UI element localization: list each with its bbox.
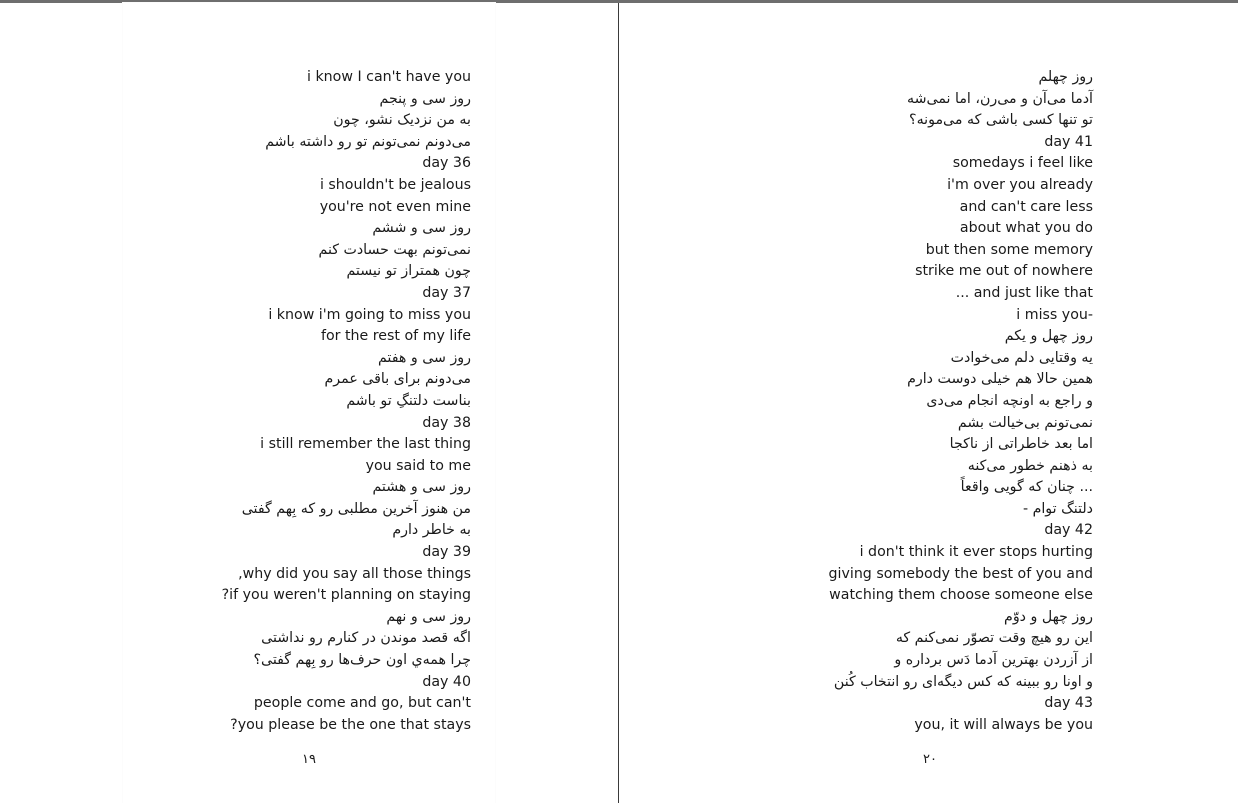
text-line: and can't care less [959,198,1093,215]
text-line: i don't think it ever stops hurting [859,544,1093,561]
text-line: یه وقتایی دلم می‌خوادت [950,349,1093,366]
text-line: you're not even mine [319,198,471,215]
text-line: i know i'm going to miss you [268,306,471,323]
text-line: روز چهلم [1038,69,1093,85]
text-line: strike me out of nowhere [915,263,1093,280]
text-line: روز چهل و یکم [1004,328,1093,345]
left-page-text [222,67,471,736]
text-line: روز سی و پنجم [379,90,471,107]
text-line: روز سی و هشتم [372,479,471,496]
text-line: day 36 [422,155,471,172]
text-line: people come and go, but can't [253,695,471,712]
text-line: به ذهنم خطور می‌کنه [967,457,1093,474]
text-line: giving somebody the best of you and [828,565,1093,582]
text-line: نمی‌تونم بهت حسادت کنم [318,241,471,258]
text-line: و اونا رو ببینه که کس دیگه‌ای رو انتخاب کُنن [833,673,1093,690]
text-line: همین حالا هم خیلی دوست دارم [907,371,1093,388]
text-line: for the rest of my life [320,328,471,345]
text-line: روز سی و ششم [372,220,471,237]
text-line: ... and just like that [955,284,1093,301]
text-line: day 40 [422,673,471,690]
text-line: چرا همه‌ي اون حرف‌ها رو بِهم گفتی؟ [253,652,471,669]
text-line: چنان که گویی واقعاً ... [960,479,1093,496]
text-line: you said to me [365,457,471,474]
text-line: بناست دلتنگِ تو باشم [346,392,471,409]
right-page-number: ۲۰ [923,752,937,767]
text-line: i know I can't have you [307,69,471,85]
text-line: i shouldn't be jealous [319,176,471,193]
text-line: - دلتنگ توام [1022,500,1093,517]
text-line: من هنوز آخرین مطلبی رو که بِهم گفتی [241,500,471,517]
text-line: i'm over you already [947,176,1093,193]
text-line: about what you do [959,220,1093,237]
text-line: می‌دونم برای باقی عمرم [324,371,471,388]
text-line: می‌دونم نمی‌تونم تو رو داشته باشم [265,133,471,150]
text-line: somedays i feel like [952,155,1093,172]
text-line: ?you please be the one that stays [230,716,471,733]
text-line: روز سی و هفتم [377,349,471,366]
text-line: day 42 [1044,522,1093,539]
text-line: چون همتراز تو نیستم [346,263,471,280]
text-line: به من نزدیک نشو، چون [333,112,471,129]
text-line: i still remember the last thing [260,436,471,453]
text-line: نمی‌تونم بی‌خیالت بشم [957,414,1093,431]
page-spine-divider [618,3,619,803]
text-line: watching them choose someone else [829,587,1093,604]
text-line: day 37 [422,284,471,301]
text-line: ?if you weren't planning on staying [221,587,471,604]
text-line: ,why did you say all those things [238,565,471,582]
text-line: از آزردن بهترین آدما دَس برداره و [894,652,1093,669]
right-page-text [829,67,1093,736]
text-line: you, it will always be you [914,716,1093,733]
text-line: day 41 [1044,133,1093,150]
text-line: روز سی و نهم [386,608,471,625]
text-line: day 43 [1044,695,1093,712]
text-line: but then some memory [925,241,1093,258]
text-line: و راجع به اونچه انجام می‌دی [926,392,1093,409]
text-line: day 38 [422,414,471,431]
left-page-number: ۱۹ [302,752,316,767]
text-line: اما بعد خاطراتی از ناکجا [949,436,1093,453]
text-line: آدما می‌آن و می‌رن، اما نمی‌شه [907,90,1093,107]
text-line: به خاطر دارم [392,522,471,539]
text-line: day 39 [422,544,471,561]
text-line: i miss you- [1016,306,1093,323]
text-line: تو تنها کسی باشی که می‌مونه؟ [909,112,1093,129]
text-line: اگه قصد موندن در کنارم رو نداشتی [261,630,471,647]
text-line: روز چهل و دوّم [1004,608,1093,625]
text-line: این رو هیچ وقت تصوّر نمی‌کنم که [895,630,1093,647]
